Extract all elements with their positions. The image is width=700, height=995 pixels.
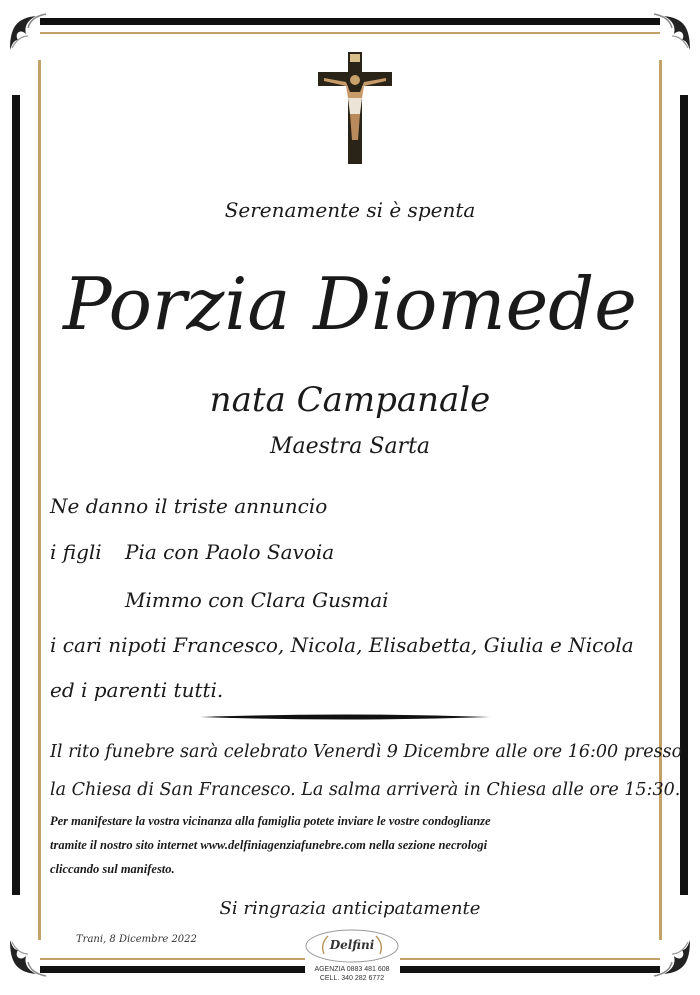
gold-top-line xyxy=(40,32,660,34)
agency-logo xyxy=(302,928,402,990)
divider-swash xyxy=(200,712,490,722)
relatives: ed i parenti tutti. xyxy=(50,678,224,702)
agency-logo-text: Delfini xyxy=(329,938,375,952)
agency-phone: AGENZIA 0883 481 608 xyxy=(314,966,390,973)
funeral-line-2: la Chiesa di San Francesco. La salma arriverà in Chiesa alle ore 15:30. xyxy=(50,780,681,800)
funeral-line-1: Il rito funebre sarà celebrato Venerdì 9 Dicembre alle ore 16:00 presso xyxy=(50,742,683,762)
gold-right-line xyxy=(659,60,662,940)
children-label: i figli xyxy=(50,540,102,564)
thanks-text: Si ringrazia anticipatamente xyxy=(219,898,481,919)
condolences-line-2: tramite il nostro sito internet www.delfiniagenziafunebre.com nella sezione necrologi xyxy=(50,838,488,852)
gold-bottom-line xyxy=(40,958,305,960)
intro-text: Serenamente si è spenta xyxy=(224,198,476,222)
frame-bottom-line-right xyxy=(400,966,660,973)
condolences-line-3: cliccando sul manifesto. xyxy=(50,862,175,876)
corner-ornament-top-left xyxy=(6,10,52,56)
profession: Maestra Sarta xyxy=(269,434,431,459)
corner-ornament-top-right xyxy=(648,10,694,56)
deceased-name: Porzia Diomede xyxy=(63,262,637,346)
grandchildren: i cari nipoti Francesco, Nicola, Elisabetta, Giulia e Nicola xyxy=(50,633,634,657)
maiden-name: nata Campanale xyxy=(209,380,491,420)
gold-bottom-line-right xyxy=(400,958,660,960)
place-date: Trani, 8 Dicembre 2022 xyxy=(76,934,197,945)
crucifix-icon xyxy=(316,50,394,168)
child-1: Pia con Paolo Savoia xyxy=(125,540,335,564)
frame-top-line xyxy=(40,18,660,25)
corner-ornament-bottom-right xyxy=(648,934,694,980)
gold-left-line xyxy=(38,60,41,940)
agency-cell: CELL. 340 282 6772 xyxy=(319,975,385,982)
corner-ornament-bottom-left xyxy=(6,934,52,980)
frame-bottom-line xyxy=(40,966,305,973)
child-2: Mimmo con Clara Gusmai xyxy=(125,588,389,612)
condolences-line-1: Per manifestare la vostra vicinanza alla famiglia potete inviare le vostre condoglianze xyxy=(50,814,491,828)
announce-line: Ne danno il triste annuncio xyxy=(50,494,328,518)
